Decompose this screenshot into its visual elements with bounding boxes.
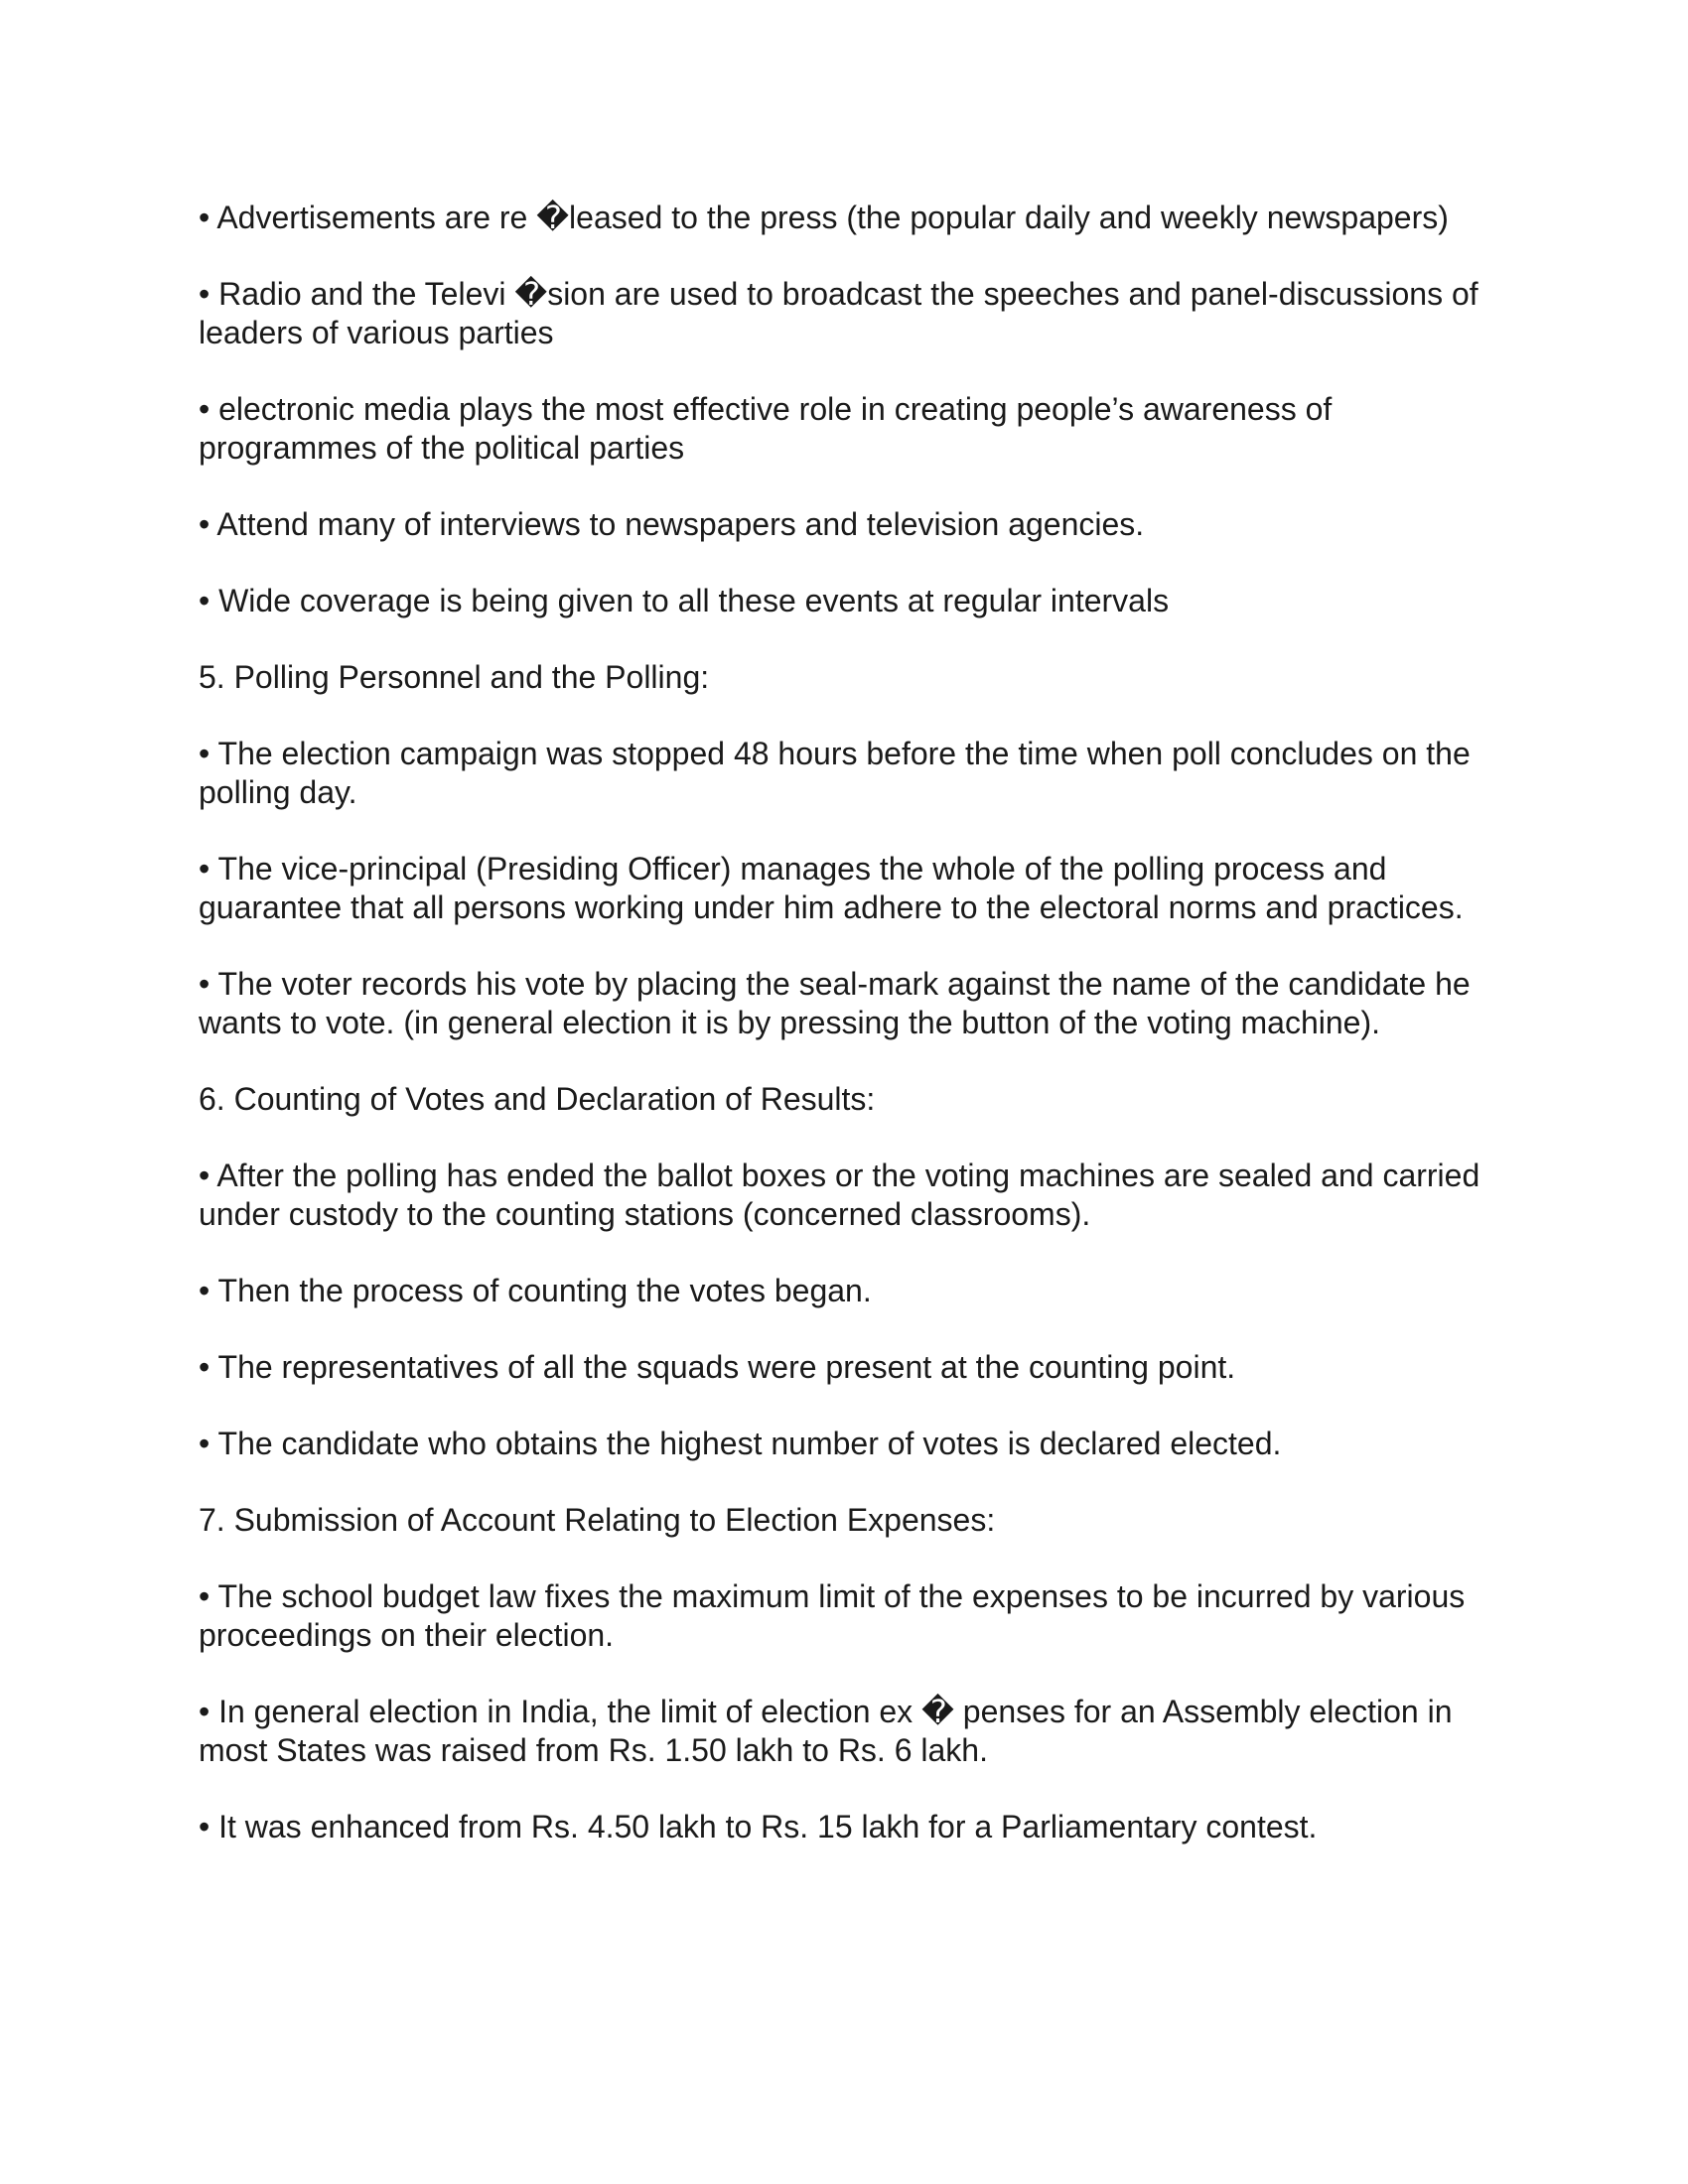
bullet-interviews: • Attend many of interviews to newspapers and television agencies. [199, 506, 1145, 542]
bullet-parliamentary-limit: • It was enhanced from Rs. 4.50 lakh to Rs. 15 lakh for a Parliamentary contest. [199, 1809, 1318, 1844]
bullet-budget-law: • The school budget law fixes the maximum limit of the expenses to be incurred by various proceedings on their election. [199, 1578, 1466, 1653]
section-heading-polling: 5. Polling Personnel and the Polling: [199, 659, 710, 695]
section-heading-counting: 6. Counting of Votes and Declaration of Results: [199, 1081, 876, 1117]
bullet-ballot-boxes: • After the polling has ended the ballot boxes or the voting machines are sealed and carried under custody to the counting stations (concerned classrooms). [199, 1158, 1480, 1232]
bullet-electronic-media: • electronic media plays the most effective role in creating people’s awareness of programmes of the political parties [199, 391, 1333, 466]
bullet-campaign-stopped: • The election campaign was stopped 48 hours before the time when poll concludes on the polling day. [199, 736, 1471, 810]
section-heading-expenses: 7. Submission of Account Relating to Election Expenses: [199, 1502, 996, 1538]
bullet-radio-television: • Radio and the Televi �sion are used to broadcast the speeches and panel-discussions of leaders of various parties [199, 276, 1478, 350]
bullet-advertisements: • Advertisements are re �leased to the press (the popular daily and weekly newspapers) [199, 200, 1449, 235]
bullet-presiding-officer: • The vice-principal (Presiding Officer) manages the whole of the polling process and guarantee that all persons working under him adhere to the electoral norms and practices. [199, 851, 1464, 925]
bullet-voter-records: • The voter records his vote by placing the seal-mark against the name of the candidate he wants to vote. (in general election it is by pressing the button of the voting machine). [199, 966, 1471, 1040]
bullet-declared-elected: • The candidate who obtains the highest number of votes is declared elected. [199, 1426, 1282, 1461]
bullet-representatives: • The representatives of all the squads were present at the counting point. [199, 1349, 1236, 1385]
bullet-wide-coverage: • Wide coverage is being given to all these events at regular intervals [199, 583, 1170, 618]
bullet-counting-began: • Then the process of counting the votes began. [199, 1273, 872, 1308]
document-body [199, 199, 1499, 1884]
bullet-assembly-limit: • In general election in India, the limit of election ex � penses for an Assembly election in most States was raised from Rs. 1.50 lakh to Rs. 6 lakh. [199, 1694, 1453, 1768]
